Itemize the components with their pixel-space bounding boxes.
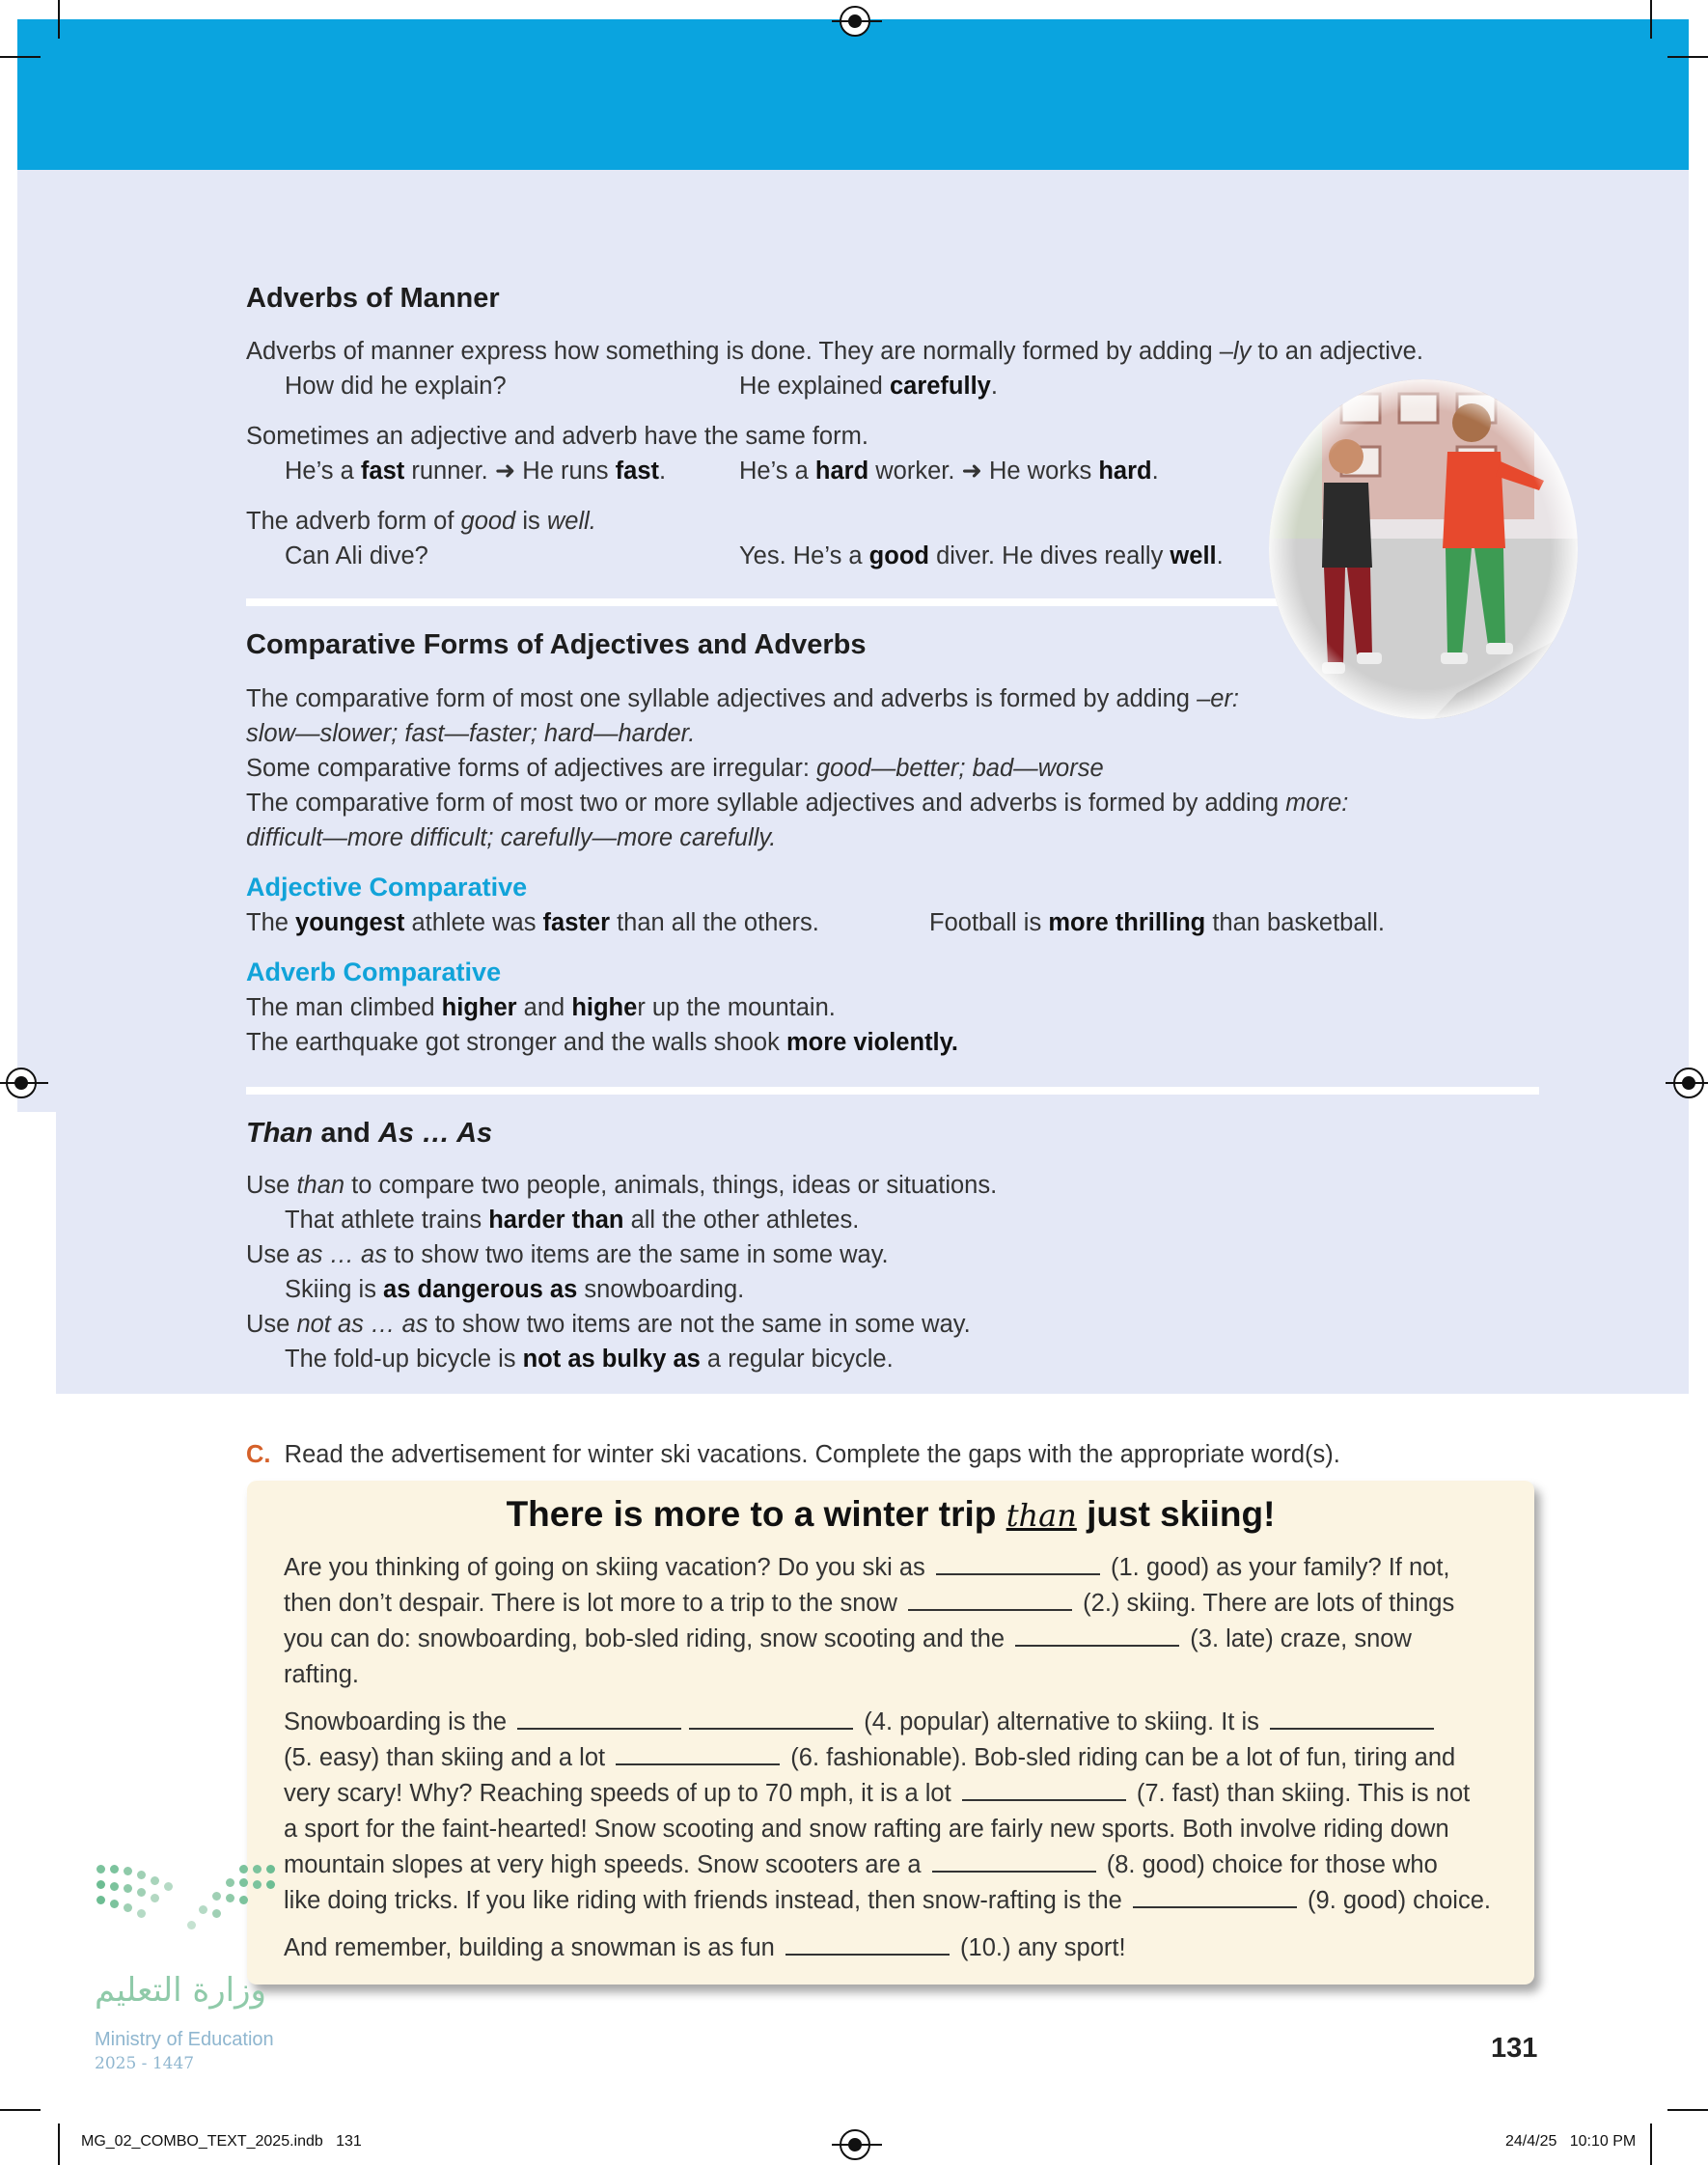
gap-4b-input[interactable] (689, 1707, 853, 1730)
text-line: The comparative form of most one syllable adjectives and adverbs is formed by adding –er: (246, 685, 1240, 712)
example-left: The youngest athlete was faster than all the others. (246, 909, 819, 936)
gap-5-input[interactable] (1270, 1707, 1434, 1730)
footer-date: 24/4/25 10:10 PM (1505, 2133, 1637, 2150)
footer-file-name: MG_02_COMBO_TEXT_2025.indb 131 (81, 2133, 362, 2150)
example-line: The man climbed higher and higher up the mountain. (246, 994, 836, 1021)
example-line: The fold-up bicycle is not as bulky as a regular bicycle. (285, 1346, 894, 1373)
exercise-instruction: C. Read the advertisement for winter ski vacations. Complete the gaps with the appropriate word(s). (246, 1441, 1340, 1468)
panel-notch (17, 1112, 56, 1394)
example-left: He’s a fast runner. ➜ He runs fast. (285, 458, 667, 485)
subheading-adjective-comparative: Adjective Comparative (246, 873, 528, 902)
advertisement-box (247, 1481, 1534, 1985)
example-question: How did he explain? (285, 373, 507, 400)
gap-6-input[interactable] (616, 1742, 780, 1765)
example-answer: Yes. He’s a good diver. He dives really well. (739, 542, 1224, 569)
ministry-year: 2025 - 1447 (95, 2054, 195, 2073)
gap-2-input[interactable] (908, 1588, 1072, 1611)
text-line: Use as … as to show two items are the same in some way. (246, 1241, 889, 1268)
registration-mark-icon (840, 6, 870, 37)
registration-mark-icon (840, 2129, 870, 2160)
ad-paragraph-1: Are you thinking of going on skiing vacation? Do you ski as (1. good) as your family? If not, then don’t despair. There is lot more to a trip to the snow (2.) skiing. There are lots of things you can do: snowboarding, bob-sled riding, snow scooting and the (3. late) craze, snow rafting. (284, 1554, 1455, 1688)
text-line: slow—slower; fast—faster; hard—harder. (246, 720, 696, 747)
crop-mark (58, 2123, 60, 2165)
example-line: The earthquake got stronger and the walls shook more violently. (246, 1029, 959, 1056)
text-line: Use not as … as to show two items are not the same in some way. (246, 1311, 971, 1338)
crop-mark (1650, 0, 1652, 39)
text-line: The adverb form of good is well. (246, 508, 596, 535)
text-line: Adverbs of manner express how something is done. They are normally formed by adding –ly to an adjective. (246, 338, 1423, 365)
example-question: Can Ali dive? (285, 542, 428, 569)
registration-mark-icon (6, 1068, 37, 1098)
text-line: Use than to compare two people, animals, things, ideas or situations. (246, 1172, 998, 1199)
gap-1-input[interactable] (936, 1552, 1100, 1575)
crop-mark (1667, 2109, 1708, 2111)
ministry-logo-dots-icon (95, 1863, 307, 1959)
header-banner (17, 19, 1689, 170)
example-answer: He explained carefully. (739, 373, 998, 400)
registration-mark-icon (1673, 1068, 1704, 1098)
example-line: That athlete trains harder than all the other athletes. (285, 1207, 860, 1234)
gap-7-input[interactable] (962, 1778, 1126, 1801)
subheading-adverb-comparative: Adverb Comparative (246, 958, 502, 986)
example-right: Football is more thrilling than basketball. (929, 909, 1385, 936)
crop-mark (1667, 56, 1708, 58)
text-line: difficult—more difficult; carefully—more carefully. (246, 824, 777, 851)
exercise-label: C. (246, 1441, 271, 1468)
crop-mark (0, 2109, 41, 2111)
text-line: Some comparative forms of adjectives are irregular: good—better; bad—worse (246, 755, 1104, 782)
heading-comparative-forms: Comparative Forms of Adjectives and Adverbs (246, 629, 867, 660)
crop-mark (0, 56, 41, 58)
gap-9-input[interactable] (1133, 1885, 1297, 1908)
heading-adverbs-of-manner: Adverbs of Manner (246, 283, 500, 314)
ministry-english-name: Ministry of Education (95, 2029, 274, 2050)
crop-mark (58, 0, 60, 39)
text-line: The comparative form of most two or more syllable adjectives and adverbs is formed by adding more: (246, 790, 1349, 817)
heading-than-as-as: Than and As … As (246, 1118, 493, 1149)
text-line: Sometimes an adjective and adverb have the same form. (246, 423, 868, 450)
gap-4a-input[interactable] (517, 1707, 681, 1730)
gap-8-input[interactable] (932, 1849, 1096, 1873)
example-line: Skiing is as dangerous as snowboarding. (285, 1276, 745, 1303)
page-number: 131 (1491, 2033, 1538, 2064)
example-right: He’s a hard worker. ➜ He works hard. (739, 458, 1159, 485)
gap-10-input[interactable] (785, 1932, 950, 1956)
section-divider (246, 1087, 1539, 1095)
crop-mark (1650, 2123, 1652, 2165)
ad-title: There is more to a winter trip than just skiing! (506, 1494, 1276, 1534)
section-divider (246, 598, 1288, 606)
gap-3-input[interactable] (1015, 1624, 1179, 1647)
boys-illustration (1264, 375, 1583, 724)
ad-paragraph-2: Snowboarding is the (4. popular) alternative to skiing. It is (5. easy) than skiing and a lot (6. fashionable). Bob-sled riding can be a lot of fun, tiring and very scary! Why? Reaching speeds of up to 70 mph, it is a lot (7. fast) than skiing. This is not a sport for the faint-hearted! Snow scooting and snow rafting are fairly new sports. Both involve riding down mountain slopes at very high speeds. Snow scooters are a (8. good) choice for those who like doing tricks. If you like riding with friends instead, then snow-rafting is the (9. good) choice. (284, 1708, 1491, 1914)
ministry-arabic-name: وزارة التعليم (95, 1971, 266, 2010)
ad-paragraph-3: And remember, building a snowman is as fun (10.) any sport! (284, 1934, 1126, 1961)
